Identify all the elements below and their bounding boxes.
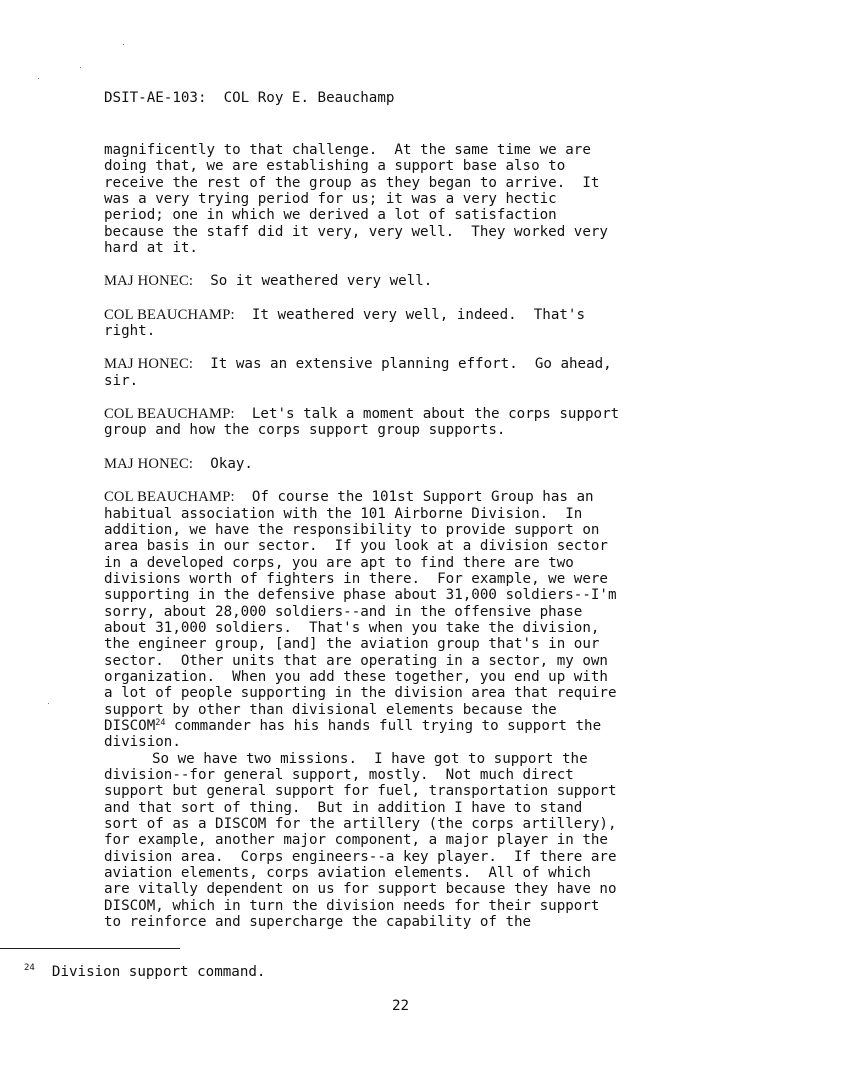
discom-term: DISCOM	[104, 717, 156, 734]
footnote-reference[interactable]: 24	[155, 717, 166, 728]
text-line: DISCOM, which in turn the division needs for their support	[104, 897, 600, 914]
text-line: magnificently to that challenge. At the same time we are	[104, 142, 591, 158]
text-line: Of course the 101st Support Group has an	[234, 489, 594, 506]
text-line	[104, 718, 724, 734]
text-line: So it weathered very well.	[193, 273, 433, 290]
text-line: for example, another major component, a major player in the	[104, 832, 608, 849]
transcript-paragraph	[104, 406, 724, 439]
text-line: group and how the corps support group supports.	[104, 422, 506, 439]
footnote-text: Division support command.	[34, 964, 266, 980]
speaker-label: COL BEAUCHAMP:	[104, 489, 235, 506]
speaker-label: MAJ HONEC:	[104, 356, 194, 373]
document-id: DSIT-AE-103:	[104, 90, 207, 106]
text-line: area basis in our sector. If you look at a division sector	[104, 538, 608, 555]
speaker-label: MAJ HONEC:	[104, 455, 194, 472]
transcript-body	[104, 142, 724, 930]
footnote-divider	[0, 948, 180, 949]
text-line: about 31,000 soldiers. That's when you take the division,	[104, 619, 600, 636]
speaker-label: COL BEAUCHAMP:	[104, 306, 235, 323]
text-line: and that sort of thing. But in addition I have to stand	[104, 799, 583, 816]
text-line: in a developed corps, you are apt to find there are two	[104, 554, 574, 571]
text-line: was a very trying period for us; it was a very hectic	[104, 191, 557, 208]
text-line: organization. When you add these together, you end up with	[104, 668, 608, 685]
text-line: Okay.	[193, 455, 253, 472]
transcript-paragraph-continued	[104, 751, 724, 931]
transcript-paragraph-long	[104, 489, 724, 751]
text-line: period; one in which we derived a lot of satisfaction	[104, 207, 557, 224]
text-line: sector. Other units that are operating in a sector, my own	[104, 652, 608, 669]
footnote	[24, 964, 265, 981]
text-line: habitual association with the 101 Airborne Division. In	[104, 505, 583, 522]
scan-speck	[123, 44, 124, 45]
speaker-label: COL BEAUCHAMP:	[104, 406, 235, 423]
text-line: a lot of people supporting in the division area that require	[104, 685, 617, 702]
scan-speck	[80, 67, 81, 68]
text-line: division area. Corps engineers--a key player. If there are	[104, 848, 617, 865]
transcript-paragraph	[104, 142, 724, 256]
text-line: So we have two missions. I have got to support the	[152, 750, 588, 767]
scan-speck	[48, 703, 49, 704]
footnote-number: 24	[24, 963, 35, 973]
text-line: support by other than divisional elements because the	[104, 701, 557, 718]
text-line: sir.	[104, 372, 139, 389]
page-header	[104, 90, 394, 107]
page-number: 22	[392, 998, 410, 1014]
text-line: aviation elements, corps aviation elements. All of which	[104, 865, 591, 882]
scan-speck	[38, 78, 39, 79]
text-line: the engineer group, [and] the aviation group that's in our	[104, 636, 600, 653]
text-line: to reinforce and supercharge the capability of the	[104, 914, 532, 931]
transcript-paragraph	[104, 356, 724, 389]
text-line: division--for general support, mostly. Not much direct	[104, 767, 574, 783]
text-line: right.	[104, 323, 156, 340]
text-line: sorry, about 28,000 soldiers--and in the offensive phase	[104, 603, 583, 620]
text-line: doing that, we are establishing a support base also to	[104, 158, 566, 175]
transcript-paragraph	[104, 273, 724, 289]
speaker-label: MAJ HONEC:	[104, 273, 194, 290]
text-line: addition, we have the responsibility to provide support on	[104, 521, 600, 538]
transcript-paragraph	[104, 456, 724, 472]
text-line: It was an extensive planning effort. Go ahead,	[193, 356, 612, 373]
text-line: It weathered very well, indeed. That's	[234, 306, 585, 323]
text-line: are vitally dependent on us for support because they have no	[104, 881, 617, 898]
text-line: hard at it.	[104, 240, 198, 257]
text-line: sort of as a DISCOM for the artillery (the corps artillery),	[104, 816, 617, 833]
text-line: support but general support for fuel, transportation support	[104, 783, 617, 800]
text-line: division.	[104, 734, 181, 751]
text-fragment: commander has his hands full trying to support the	[165, 717, 602, 734]
interviewee-name: COL Roy E. Beauchamp	[223, 90, 395, 106]
transcript-paragraph	[104, 307, 724, 340]
text-line: divisions worth of fighters in there. For example, we were	[104, 570, 608, 587]
text-line: Let's talk a moment about the corps support	[234, 406, 620, 423]
text-line: receive the rest of the group as they began to arrive. It	[104, 174, 600, 191]
text-line: because the staff did it very, very well. They worked very	[104, 223, 608, 240]
text-line: supporting in the defensive phase about 31,000 soldiers--I'm	[104, 587, 617, 604]
